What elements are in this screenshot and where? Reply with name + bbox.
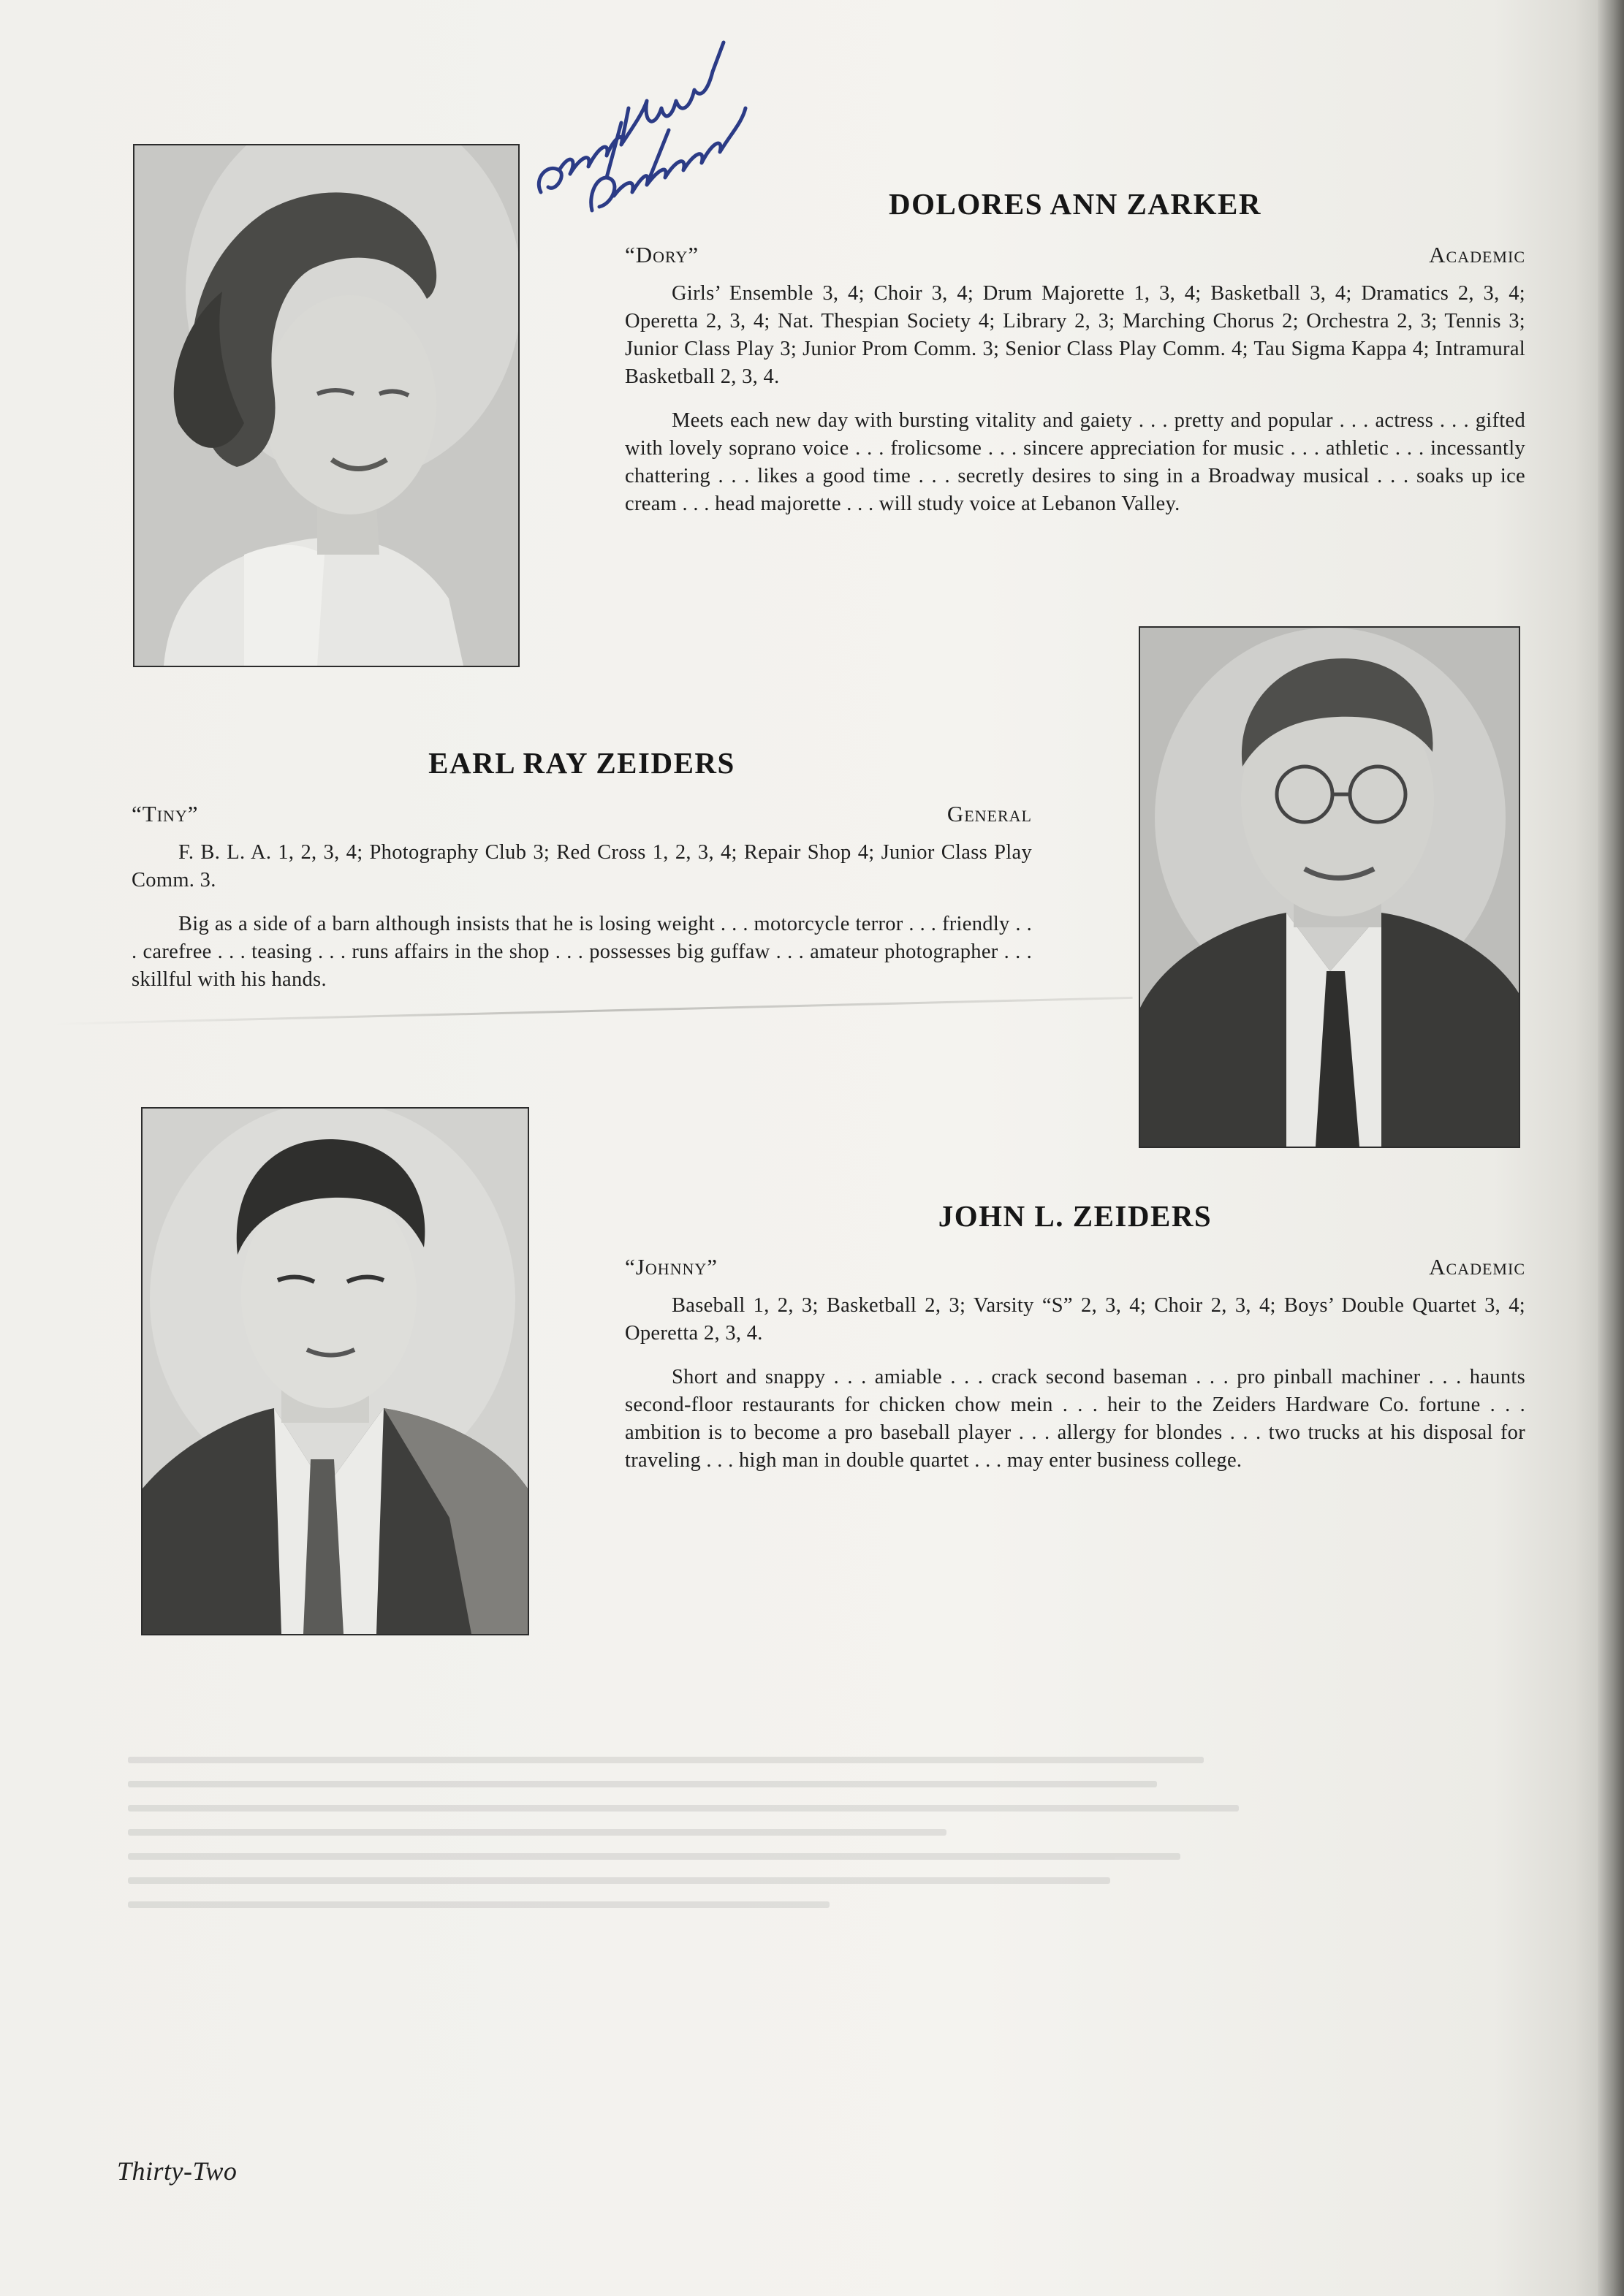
senior-activities: Girls’ Ensemble 3, 4; Choir 3, 4; Drum Majorette 1, 3, 4; Basketball 3, 4; Dramatics 2, 3, 4; Operetta 2, 3, 4; Nat. Thespian Society 4; Library 2, 3; Marching Chorus 2; Orchestra 2, 3; Tennis 3; Junior Class Play 3; Junior Prom Comm. 3; Senior Class Play Comm. 4; Tau Sigma Kappa 4; Intramural Basketball 2, 3, 4. [625, 282, 1525, 388]
senior-nickname: “Dory” [625, 242, 699, 267]
portrait-photo-dolores [133, 144, 520, 667]
senior-description: Meets each new day with bursting vitality and gaiety . . . pretty and popular . . . actress . . . gifted with lovely soprano voice . . . frolicsome . . . sincere appreciation for music . . . athletic . . . incessantly chattering . . . likes a good time . . . secretly desires to sing in a Broadway musical . . . soaks up ice cream . . . head majorette . . . will study voice at Lebanon Valley. [625, 409, 1525, 515]
senior-nickname: “Tiny” [132, 801, 199, 826]
show-through-text [128, 1739, 1297, 2046]
senior-activities: F. B. L. A. 1, 2, 3, 4; Photography Club 3; Red Cross 1, 2, 3, 4; Repair Shop 4; Junior Class Play Comm. 3. [132, 841, 1032, 892]
senior-meta [132, 801, 1032, 827]
portrait-photo-john [141, 1107, 529, 1635]
senior-description: Big as a side of a barn although insists that he is losing weight . . . motorcycle terror . . . friendly . . . carefree . . . teasing . . . runs affairs in the shop . . . possesses big guffaw . . . amateur photographer . . . skillful with his hands. [132, 913, 1032, 991]
portrait-photo-earl [1139, 626, 1520, 1148]
paper-crease [51, 997, 1133, 1025]
page-number: Thirty-Two [117, 2156, 238, 2186]
senior-meta [625, 242, 1525, 268]
senior-description: Short and snappy . . . amiable . . . crack second baseman . . . pro pinball machiner . . . haunts second-floor restaurants for chicken chow mein . . . heir to the Zeiders Hardware Co. fortune . . . ambition is to become a pro baseball player . . . allergy for blondes . . . two trucks at his disposal for traveling . . . high man in double quartet . . . may enter business college. [625, 1366, 1525, 1472]
senior-course: Academic [1429, 1254, 1525, 1280]
senior-name: EARL RAY ZEIDERS [428, 746, 735, 780]
senior-course: General [946, 801, 1032, 826]
book-spine-shadow [1598, 0, 1624, 2296]
senior-entry-john [625, 1198, 1525, 1475]
senior-course: Academic [1429, 242, 1525, 267]
senior-name: JOHN L. ZEIDERS [938, 1199, 1213, 1233]
senior-entry-dolores [625, 186, 1525, 518]
senior-name: DOLORES ANN ZARKER [889, 187, 1261, 221]
senior-meta [625, 1254, 1525, 1280]
senior-entry-earl [132, 745, 1032, 994]
senior-nickname: “Johnny” [625, 1254, 718, 1280]
senior-activities: Baseball 1, 2, 3; Basketball 2, 3; Varsity “S” 2, 3, 4; Choir 2, 3, 4; Boys’ Double Quartet 3, 4; Operetta 2, 3, 4. [625, 1294, 1525, 1345]
